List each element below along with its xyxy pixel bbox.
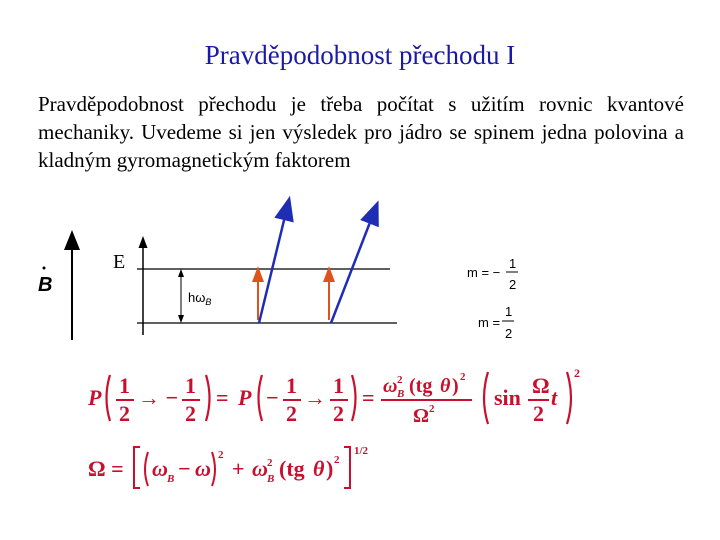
svg-text:Ω =: Ω = (88, 456, 124, 481)
svg-text:2: 2 (397, 374, 403, 386)
svg-text:P: P (238, 385, 252, 410)
svg-text:m = −: m = − (467, 265, 501, 280)
svg-text:2: 2 (429, 403, 435, 415)
svg-text:→: → (304, 385, 326, 410)
svg-text:2: 2 (333, 401, 344, 426)
svg-text:ω: ω (252, 456, 268, 481)
svg-text:Ω: Ω (532, 373, 550, 398)
svg-text:1: 1 (333, 373, 344, 398)
svg-text:2: 2 (574, 366, 580, 380)
b-field-label: B (38, 274, 53, 296)
gap-label: $h\omega_B$ (188, 290, 212, 307)
blue-arrow-left (259, 208, 287, 323)
svg-text:ω: ω (383, 375, 398, 397)
svg-text:1: 1 (286, 373, 297, 398)
svg-text:sin: sin (494, 385, 521, 410)
svg-text:2: 2 (334, 454, 340, 466)
body-paragraph: Pravděpodobnost přechodu je třeba počítat s užitím rovnic kvantové mechaniky. Uvedeme si jen výsledek pro jádro se spinem jedna polovina a kladným gyromagnetickým faktorem (38, 92, 684, 172)
transition-probability-formula (87, 366, 580, 427)
omega-formula (88, 445, 369, 488)
m-lower-label (478, 304, 514, 341)
svg-text:B: B (397, 388, 405, 400)
svg-text:m =: m = (478, 315, 501, 330)
svg-text:(tg: (tg (409, 375, 433, 397)
m-upper-label (467, 256, 518, 292)
svg-text:1: 1 (119, 373, 130, 398)
svg-text:B: B (167, 473, 175, 485)
svg-text:θ: θ (440, 375, 451, 397)
svg-text:2: 2 (286, 401, 297, 426)
svg-text:P: P (88, 385, 102, 410)
svg-text:ω: ω (195, 456, 211, 481)
svg-text:2: 2 (460, 371, 466, 383)
svg-text:+: + (232, 456, 245, 481)
svg-text:=: = (216, 385, 229, 410)
svg-text:θ: θ (313, 456, 325, 481)
svg-text:1: 1 (185, 373, 196, 398)
svg-text:ω: ω (152, 456, 168, 481)
svg-text:): ) (326, 456, 334, 481)
svg-text:2: 2 (505, 326, 513, 341)
svg-text:t: t (551, 385, 558, 410)
svg-text:Ω: Ω (413, 405, 430, 427)
svg-text:2: 2 (119, 401, 130, 426)
energy-label: E (113, 251, 126, 273)
svg-text:B: B (267, 473, 275, 485)
svg-text:2: 2 (509, 277, 517, 292)
slide-title: Pravděpodobnost přechodu I (204, 40, 516, 70)
svg-text:2: 2 (185, 401, 196, 426)
svg-text:2: 2 (267, 457, 273, 469)
svg-text:−: − (266, 385, 279, 410)
svg-text:(tg: (tg (279, 456, 305, 481)
svg-text:2: 2 (218, 449, 224, 461)
svg-text:→ −: → − (138, 385, 179, 410)
svg-text:=: = (362, 385, 375, 410)
svg-text:1: 1 (505, 304, 513, 319)
svg-text:): ) (452, 375, 459, 397)
svg-text:2: 2 (533, 401, 544, 426)
b-dot (43, 267, 46, 270)
svg-text:1/2: 1/2 (354, 445, 369, 457)
blue-arrow-right (331, 212, 374, 323)
svg-text:1: 1 (509, 256, 517, 271)
svg-text:−: − (178, 456, 191, 481)
